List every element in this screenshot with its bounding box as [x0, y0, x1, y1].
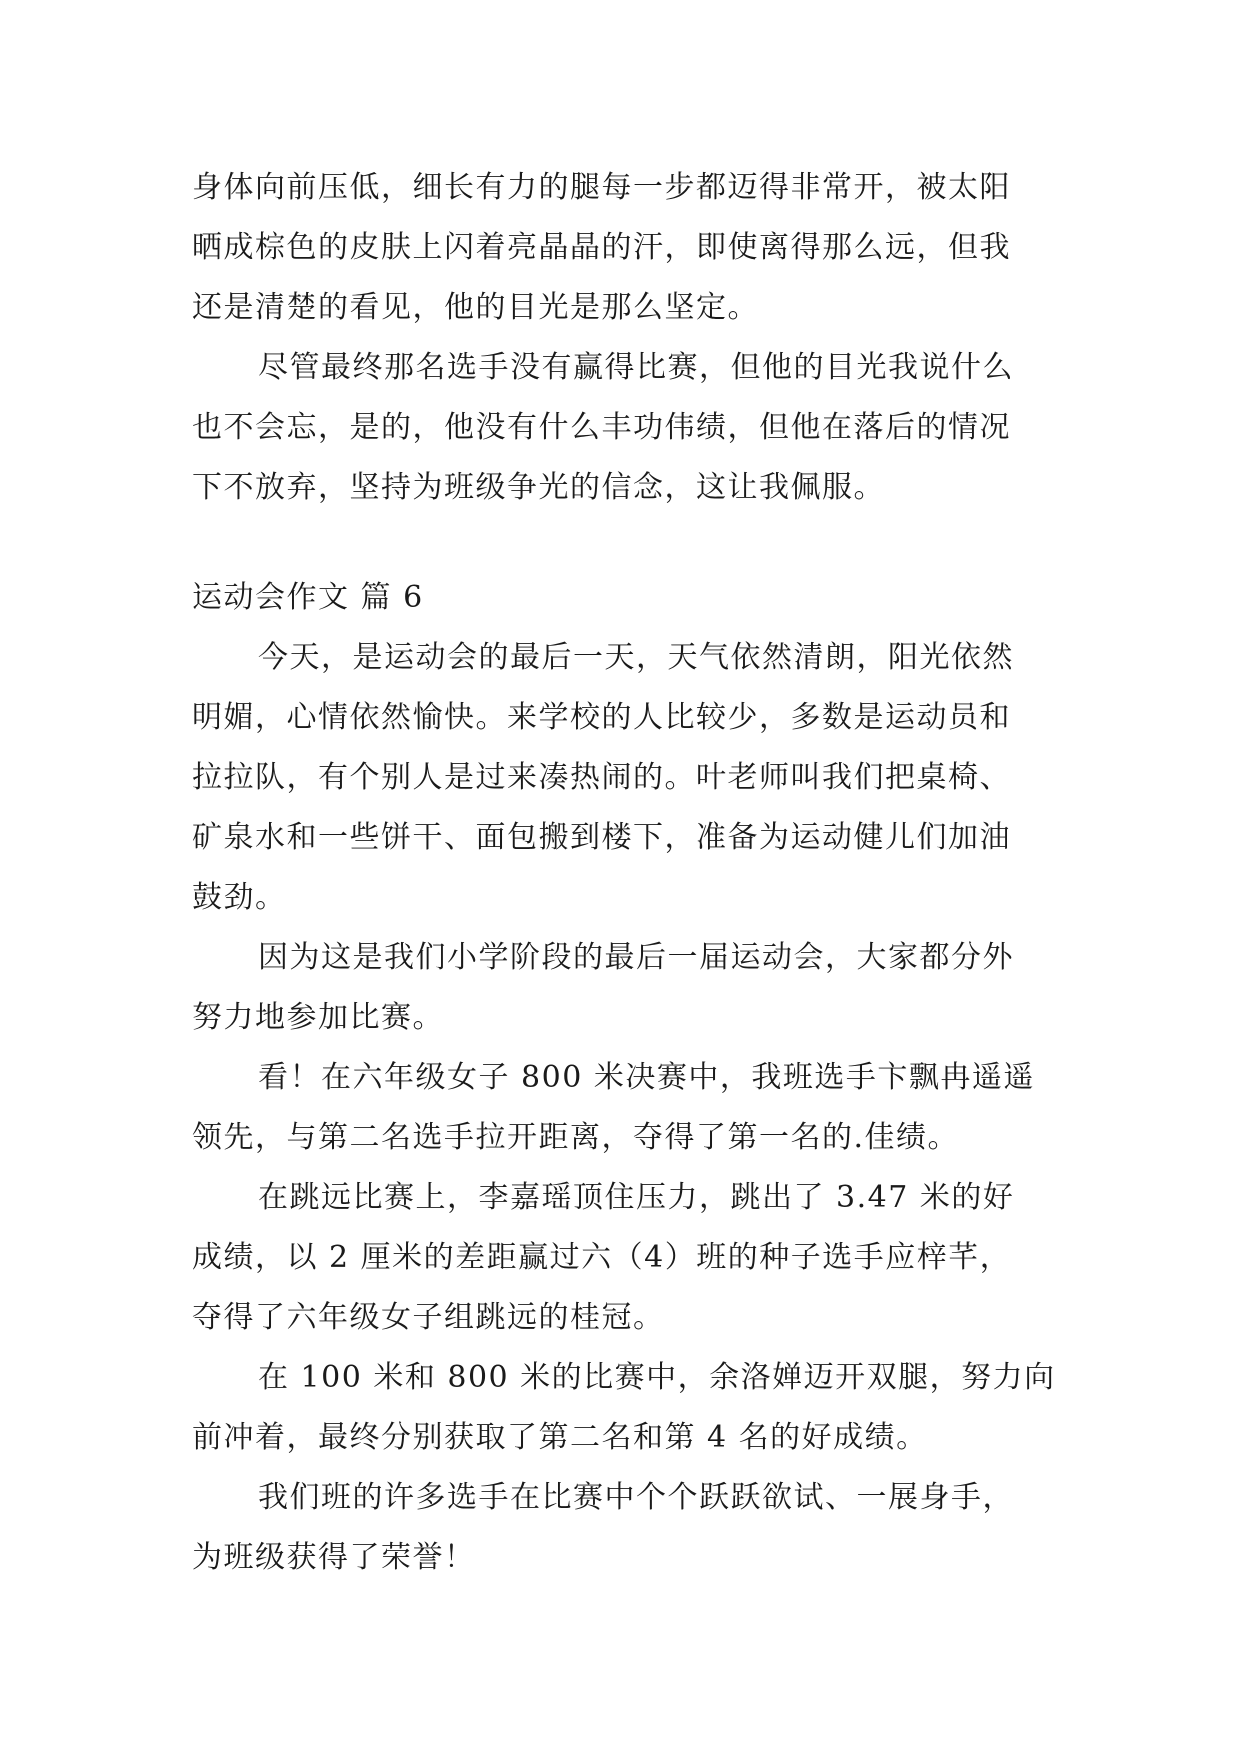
- paragraph-first-line: 在跳远比赛上，李嘉瑶顶住压力，跳出了 3.47 米的好: [258, 1180, 1015, 1215]
- body-line: 拉拉队，有个别人是过来凑热闹的。叶老师叫我们把桌椅、: [192, 760, 1011, 795]
- body-line: 领先，与第二名选手拉开距离，夺得了第一名的.佳绩。: [192, 1120, 960, 1155]
- paragraph-first-line: 因为这是我们小学阶段的最后一届运动会，大家都分外: [258, 940, 1014, 975]
- paragraph-first-line: 在 100 米和 800 米的比赛中，余洛婵迈开双腿，努力向: [258, 1360, 1056, 1395]
- body-line: 下不放弃，坚持为班级争光的信念，这让我佩服。: [192, 470, 885, 505]
- paragraph-first-line: 看！在六年级女子 800 米决赛中，我班选手卞飘冉遥遥: [258, 1060, 1035, 1095]
- body-line: 晒成棕色的皮肤上闪着亮晶晶的汗，即使离得那么远，但我: [192, 230, 1011, 265]
- body-line: 明媚，心情依然愉快。来学校的人比较少，多数是运动员和: [192, 700, 1011, 735]
- section-heading: 运动会作文 篇 6: [192, 580, 424, 615]
- paragraph-first-line: 今天，是运动会的最后一天，天气依然清朗，阳光依然: [258, 640, 1014, 675]
- body-line: 还是清楚的看见，他的目光是那么坚定。: [192, 290, 759, 325]
- body-line: 也不会忘，是的，他没有什么丰功伟绩，但他在落后的情况: [192, 410, 1011, 445]
- body-line: 矿泉水和一些饼干、面包搬到楼下，准备为运动健儿们加油: [192, 820, 1011, 855]
- body-line: 夺得了六年级女子组跳远的桂冠。: [192, 1300, 665, 1335]
- body-line: 成绩，以 2 厘米的差距赢过六（4）班的种子选手应梓芊，: [192, 1240, 1012, 1275]
- body-line: 身体向前压低，细长有力的腿每一步都迈得非常开，被太阳: [192, 170, 1011, 205]
- body-line: 努力地参加比赛。: [192, 1000, 444, 1035]
- body-line: 鼓劲。: [192, 880, 287, 915]
- paragraph-first-line: 尽管最终那名选手没有赢得比赛，但他的目光我说什么: [258, 350, 1014, 385]
- body-line: 前冲着，最终分别获取了第二名和第 4 名的好成绩。: [192, 1420, 928, 1455]
- paragraph-first-line: 我们班的许多选手在比赛中个个跃跃欲试、一展身手，: [258, 1480, 1014, 1515]
- body-line: 为班级获得了荣誉！: [192, 1540, 476, 1575]
